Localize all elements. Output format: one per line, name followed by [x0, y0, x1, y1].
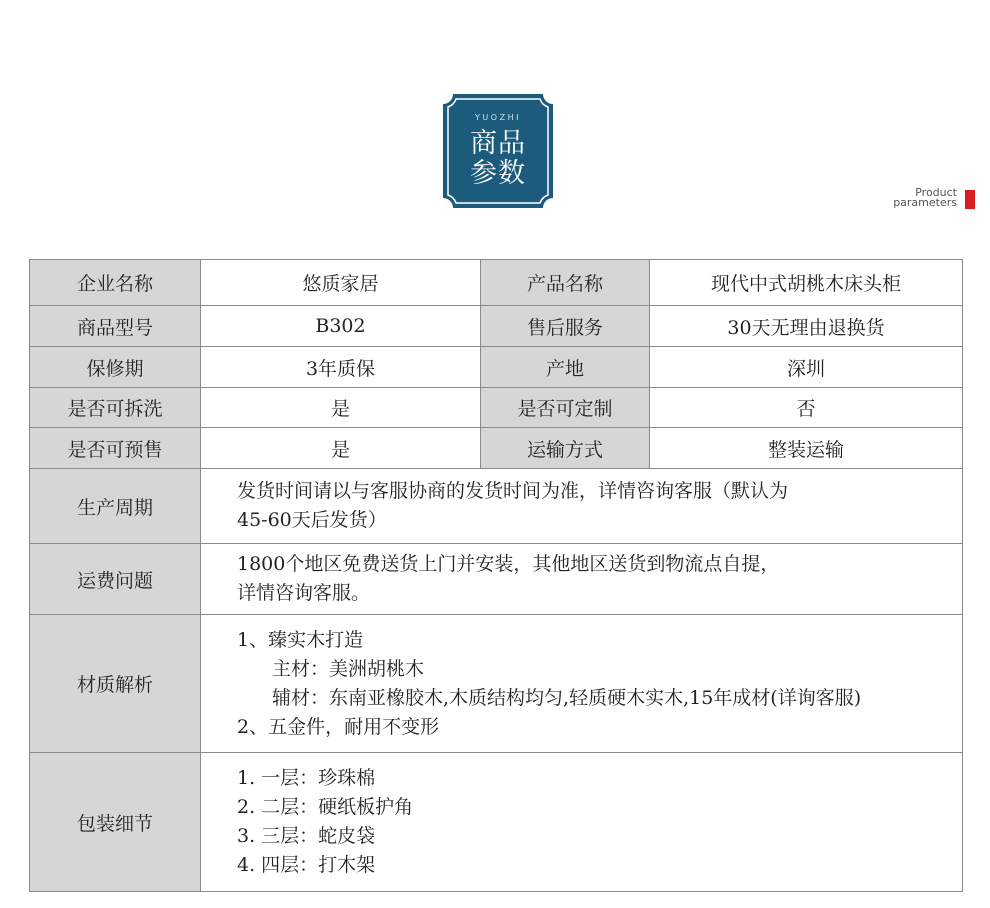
section-caption: [893, 188, 957, 208]
label-material: 材质解析: [30, 615, 201, 753]
text-line: 发货时间请以与客服协商的发货时间为准，详情咨询客服（默认为: [237, 480, 789, 502]
label-warranty: 保修期: [30, 347, 201, 388]
label-after-sales: 售后服务: [481, 306, 650, 347]
table-row: [30, 347, 963, 388]
value-warranty: 3年质保: [201, 347, 481, 388]
value-shipping-method: 整装运输: [650, 428, 963, 469]
label-company-name: 企业名称: [30, 260, 201, 306]
text-line: 1. 一层：珍珠棉: [237, 767, 376, 789]
label-shipping-fee: 运费问题: [30, 544, 201, 615]
label-packaging: 包装细节: [30, 753, 201, 892]
badge-brand-text: YUOZHI: [475, 113, 521, 122]
label-production-cycle: 生产周期: [30, 469, 201, 544]
value-material: [201, 615, 963, 753]
value-after-sales: 30天无理由退换货: [650, 306, 963, 347]
badge-title-line2: 参数: [470, 158, 526, 189]
section-caption-marker: [965, 190, 975, 209]
product-parameters-table: [29, 259, 963, 892]
text-line: 4. 四层：打木架: [237, 854, 376, 876]
label-product-name: 产品名称: [481, 260, 650, 306]
text-line: 详情咨询客服。: [237, 582, 371, 604]
label-customizable: 是否可定制: [481, 388, 650, 428]
table-row: [30, 428, 963, 469]
label-presale: 是否可预售: [30, 428, 201, 469]
value-model: B302: [201, 306, 481, 347]
label-shipping-method: 运输方式: [481, 428, 650, 469]
table-row: [30, 260, 963, 306]
table-row: [30, 753, 963, 892]
value-origin: 深圳: [650, 347, 963, 388]
value-shipping-fee: [201, 544, 963, 615]
table-row: [30, 306, 963, 347]
label-origin: 产地: [481, 347, 650, 388]
table-row: [30, 615, 963, 753]
product-parameters-badge: [443, 94, 553, 208]
text-line: 辅材：东南亚橡胶木,木质结构均匀,轻质硬木实木,15年成材(详询客服): [272, 686, 862, 709]
value-company-name: 悠质家居: [201, 260, 481, 306]
table-row: [30, 388, 963, 428]
label-washable: 是否可拆洗: [30, 388, 201, 428]
badge-title-line1: 商品: [470, 128, 526, 159]
text-line: 1800个地区免费送货上门并安装，其他地区送货到物流点自提，: [237, 553, 780, 575]
section-caption-line2: parameters: [893, 196, 957, 209]
value-washable: 是: [201, 388, 481, 428]
value-presale: 是: [201, 428, 481, 469]
text-line: 2. 二层：硬纸板护角: [237, 796, 414, 818]
table-row: [30, 544, 963, 615]
value-packaging: [201, 753, 963, 892]
text-line: 1、臻实木打造: [237, 628, 364, 651]
value-product-name: 现代中式胡桃木床头柜: [650, 260, 963, 306]
value-customizable: 否: [650, 388, 963, 428]
text-line: 3. 三层：蛇皮袋: [237, 825, 376, 847]
value-production-cycle: [201, 469, 963, 544]
text-line: 45-60天后发货）: [237, 509, 387, 531]
section-caption-line1: Product: [915, 186, 957, 199]
text-line: 2、五金件，耐用不变形: [237, 715, 440, 738]
label-model: 商品型号: [30, 306, 201, 347]
table-row: [30, 469, 963, 544]
text-line: 主材：美洲胡桃木: [272, 657, 425, 680]
